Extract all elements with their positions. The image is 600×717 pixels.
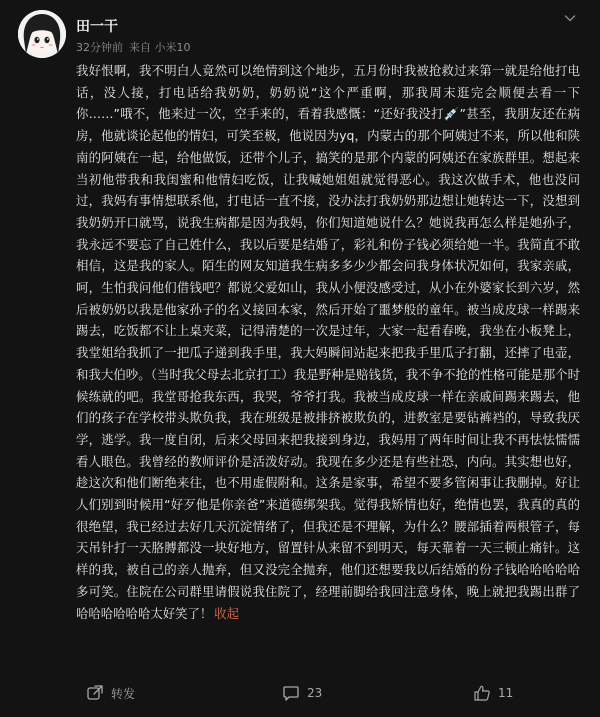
- repost-label: 转发: [111, 686, 136, 701]
- post-source: 来自 小米10: [129, 41, 191, 54]
- like-icon: [473, 684, 491, 702]
- like-button[interactable]: [473, 681, 513, 705]
- comment-count: 23: [307, 686, 323, 700]
- comment-icon: [282, 684, 300, 702]
- repost-icon: [86, 684, 104, 702]
- avatar[interactable]: [18, 10, 66, 58]
- author-name[interactable]: 田一干: [76, 19, 118, 35]
- syringe-emoji: 💉: [443, 106, 460, 122]
- like-count: 11: [498, 686, 514, 700]
- post-text-part-1: 我好恨啊，我不明白人竟然可以绝情到这个地步，五月份时我被抢救过来第一就是给他打电话，没人接，打电话给我奶奶，奶奶说“这个严重啊，那我周末逛完会顺便去看一下你……”哦不，他来过一次，空手来的，看着我感慨：“还好我没打: [76, 63, 580, 122]
- chevron-down-icon[interactable]: [562, 10, 578, 26]
- comment-button[interactable]: [282, 681, 322, 705]
- avatar-illustration: [18, 10, 66, 58]
- post-meta: [76, 39, 197, 55]
- post-header: [18, 10, 582, 58]
- repost-button[interactable]: [86, 681, 135, 705]
- post-text-part-2: ”甚至，我朋友还在病房，他就谈论起他的情妇，可笑至极，他说因为yq，内蒙古的那个阿姨过不来，所以他和陕南的阿姨在一起，给他做饭，还带个儿子，搞笑的是那个内蒙的阿姨还在家族群里。想起来当初他带我和我闺蜜和他情妇吃饭，让我喊她姐姐就觉得恶心。我这次做手术，他也没问过，我妈有事情想联系他，打电话一直不接，没办法打我奶奶那边想让她转达一下，没想到我奶奶开口就骂，说我生病都是因为我妈，你们知道她说什么？她说我再怎么样是她孙子，我永远不要忘了自己姓什么，我以后要是结婚了，彩礼和份子钱必须给她一半。我简直不敢相信，这是我的家人。陌生的网友知道我生病多多少少都会问我身体状况如何，我家亲戚，呵，生怕我问他们借钱吧？都说父爱如山，我从小便没感受过，从小在外婆家长到六岁，然后被奶奶以我是他家孙子的名义接回本家，然后开始了噩梦般的童年。被当成皮球一样踢来踢去，吃饭都不让上桌夹菜，记得清楚的一次是过年，大家一起看春晚，我坐在小板凳上，我堂姐给我抓了一把瓜子递到我手里，我大妈瞬间站起来把我手里瓜子打翻，还摔了电壶，和我大伯吵。（当时我父母去北京打工）我是野种是赔钱货，我不争不抢的性格可能是那个时候练就的吧。我堂哥抢我东西，我哭，爷爷打我。我被当成皮球一样在亲戚间踢来踢去，他们的孩子在学校带头欺负我，我在班级是被排挤被欺负的，进教室是要钻裤裆的，导致我厌学，逃学。我一度自闭，后来父母回来把我接到身边，我妈用了两年时间让我不再怯怯懦懦看人眼色。我曾经的教师评价是活泼好动。我现在多少还是有些社恐，内向。其实想也好，趁这次和他们断绝来往，也不用虚假附和。这条是家事，希望不要多管闲事让我删掉。好让人们别到时候用“好歹他是你亲爸”来道德绑架我。觉得我矫情也好，绝情也罢，我真的真的很绝望，我已经过去好几天沉淀情绪了，但我还是不理解，为什么？腰部插着两根管子，每天吊针打一天胳膊都没一块好地方，留置针从来留不到明天，每天靠着一天三顿止痛针。这样的我，被自己的亲人抛弃，但又没完全抛弃，他们还想要我以后结婚的份子钱哈哈哈哈哈多可笑。住院在公司群里请假说我住院了，经理前脚给我回注意身体，晚上就把我踢出群了哈哈哈哈哈哈太好笑了！: [76, 106, 580, 621]
- post-time: 32分钟前: [76, 41, 123, 54]
- post-content: [76, 60, 580, 624]
- post-actions: [0, 675, 600, 717]
- collapse-link[interactable]: 收起: [214, 605, 240, 621]
